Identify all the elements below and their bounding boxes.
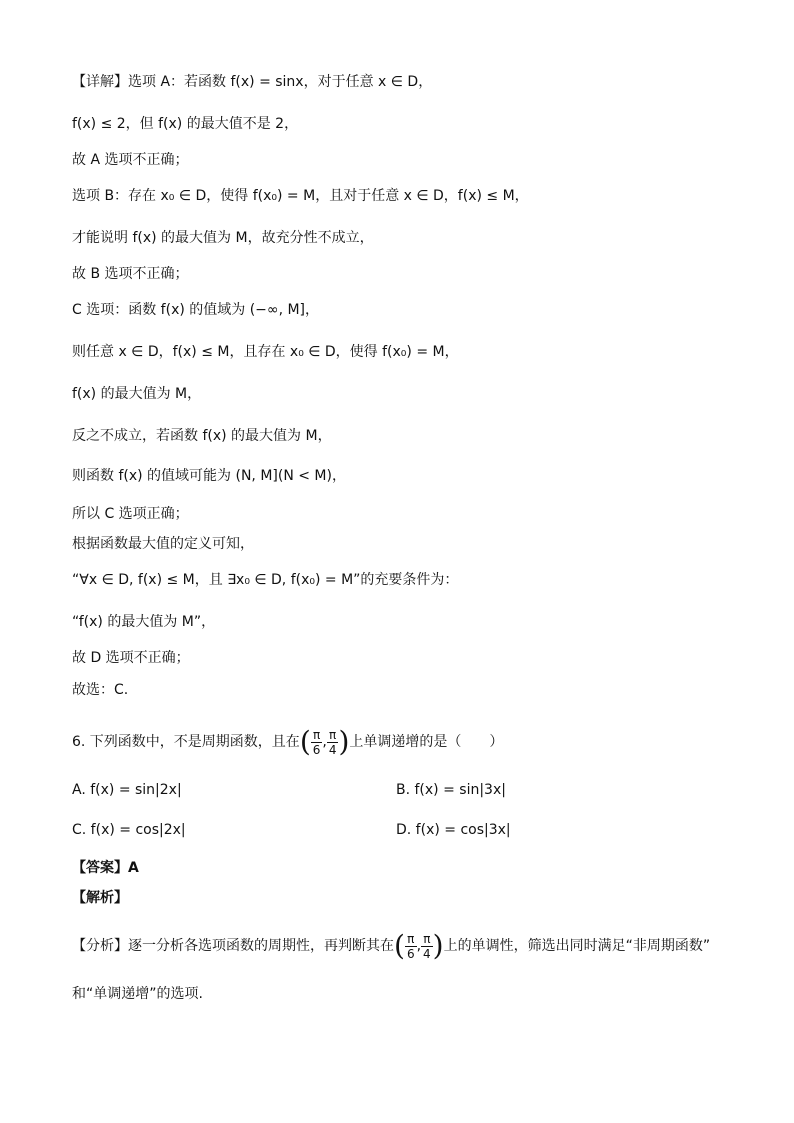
- detail-line-3: 故 A 选项不正确；: [72, 152, 189, 168]
- analysis-prefix: 【分析】逐一分析各选项函数的周期性，再判断其在: [72, 938, 394, 954]
- detail-line-8: 则任意 x ∈ D，f(x) ≤ M，且存在 x₀ ∈ D，使得 f(x₀) = M，: [72, 344, 459, 360]
- detail-line-15: “f(x) 的最大值为 M”，: [72, 614, 216, 630]
- detail-line-6: 故 B 选项不正确；: [72, 266, 189, 282]
- analysis-interval-start: $\frac{\pi}{6}$: [406, 931, 415, 961]
- interval-start: $\frac{\pi}{6}$: [312, 727, 321, 757]
- detail-line-12: 所以 C 选项正确；: [72, 506, 189, 522]
- detail-line-5: 才能说明 f(x) 的最大值为 M，故充分性不成立，: [72, 230, 374, 246]
- question-prefix: 6. 下列函数中，不是周期函数，且在: [72, 734, 300, 750]
- analysis-line-2: 和“单调递增”的选项.: [72, 986, 203, 1002]
- option-a: A. f(x) = sin|2x|: [72, 782, 182, 798]
- analysis-line-1: 【分析】逐一分析各选项函数的周期性，再判断其在( $\frac{\pi}{6}$ , $\frac{\pi}{4}$ )上的单调性，筛选出同时满足“非周期函数”: [72, 929, 711, 962]
- detail-line-7: C 选项：函数 f(x) 的值域为 (−∞, M]，: [72, 302, 320, 318]
- detail-line-16: 故 D 选项不正确；: [72, 650, 190, 666]
- detail-line-4: 选项 B：存在 x₀ ∈ D，使得 f(x₀) = M，且对于任意 x ∈ D，f(x) ≤ M，: [72, 188, 529, 204]
- option-b: B. f(x) = sin|3x|: [396, 782, 506, 798]
- detail-line-11: 则函数 f(x) 的值域可能为 (N, M](N < M)，: [72, 468, 346, 484]
- question-6: 6. 下列函数中，不是周期函数，且在( $\frac{\pi}{6}$ , $\frac{\pi}{4}$ )上单调递增的是（ ）: [72, 725, 504, 758]
- detail-line-10: 反之不成立，若函数 f(x) 的最大值为 M，: [72, 428, 332, 444]
- detail-line-17: 故选：C.: [72, 682, 129, 698]
- analysis-interval-end: $\frac{\pi}{4}$: [423, 931, 431, 961]
- analysis-header: 【解析】: [72, 890, 128, 906]
- analysis-suffix: 上的单调性，筛选出同时满足“非周期函数”: [443, 938, 711, 954]
- detail-line-13: 根据函数最大值的定义可知，: [72, 536, 254, 552]
- option-d: D. f(x) = cos|3x|: [396, 822, 511, 838]
- detail-line-1: 【详解】选项 A：若函数 f(x) = sinx，对于任意 x ∈ D，: [72, 74, 433, 90]
- detail-line-2: f(x) ≤ 2，但 f(x) 的最大值不是 2，: [72, 116, 299, 132]
- detail-line-9: f(x) 的最大值为 M，: [72, 386, 202, 402]
- option-c: C. f(x) = cos|2x|: [72, 822, 186, 838]
- interval-end: $\frac{\pi}{4}$: [328, 727, 337, 757]
- answer-line: 【答案】A: [72, 860, 139, 876]
- question-suffix: 上单调递增的是（ ）: [349, 734, 504, 750]
- detail-line-14: “∀x ∈ D, f(x) ≤ M，且 ∃x₀ ∈ D, f(x₀) = M”的充要条件为：: [72, 572, 459, 588]
